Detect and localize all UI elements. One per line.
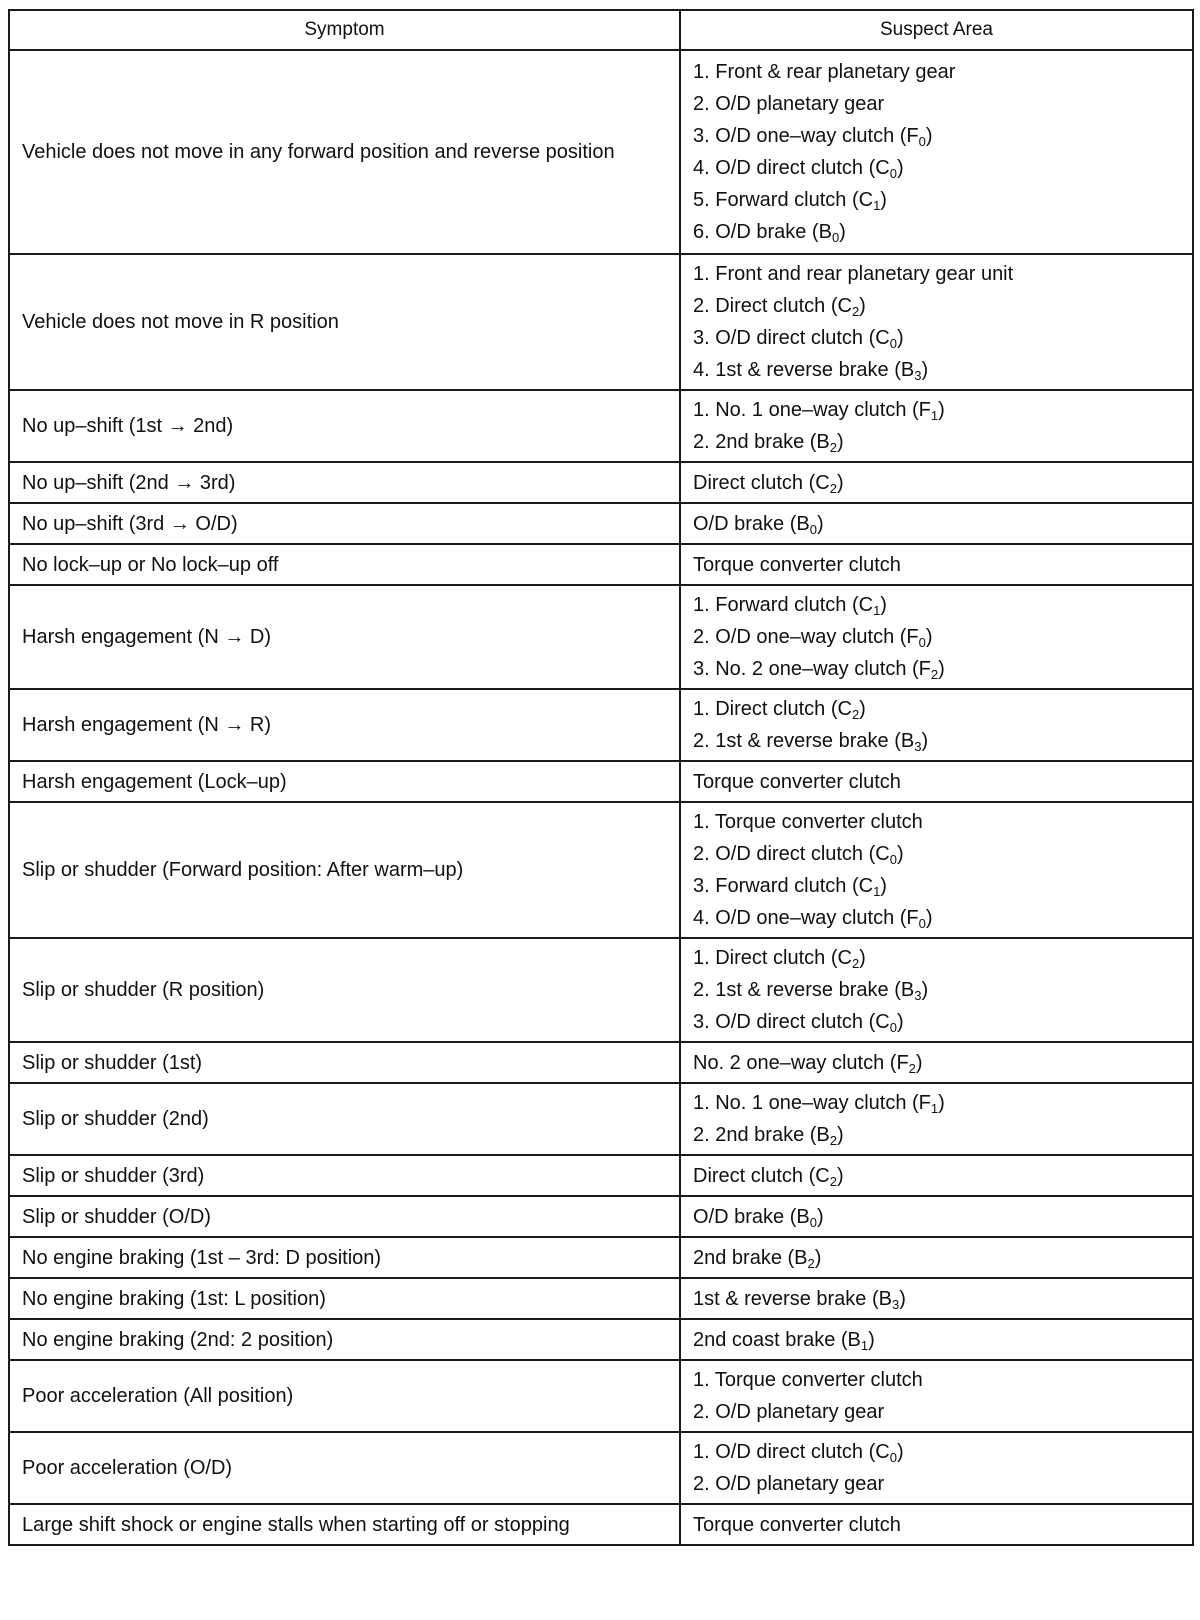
suspect-item-subscript: 0 — [918, 916, 926, 931]
table-row — [9, 802, 1193, 938]
suspect-item-suffix: ) — [925, 907, 933, 929]
suspect-item — [693, 1006, 1180, 1038]
suspect-item-subscript: 2 — [851, 707, 860, 722]
suspect-item — [693, 1396, 1180, 1428]
suspect-item-text: 2. O/D direct clutch (C — [693, 843, 890, 865]
symptom-suspect-table — [8, 9, 1194, 1546]
suspect-item — [693, 152, 1180, 184]
suspect-item-suffix: ) — [921, 359, 929, 381]
table-row — [9, 938, 1193, 1042]
suspect-item — [693, 870, 1180, 902]
suspect-item-suffix: ) — [836, 1164, 844, 1187]
suspect-area-cell — [680, 802, 1193, 938]
suspect-item-text: 1. No. 1 one–way clutch (F — [693, 399, 931, 421]
suspect-item-text: 2. 1st & reverse brake (B — [693, 979, 915, 1001]
symptom-cell: Vehicle does not move in any forward position and reverse position — [9, 50, 680, 254]
suspect-item — [693, 549, 1180, 581]
table-row — [9, 503, 1193, 544]
suspect-item-suffix: ) — [816, 1205, 824, 1228]
suspect-item — [693, 258, 1180, 290]
suspect-item-text: 1st & reverse brake (B — [693, 1287, 892, 1310]
suspect-item-text: Direct clutch (C — [693, 1164, 830, 1187]
suspect-item-suffix: ) — [836, 471, 844, 494]
suspect-area-cell — [680, 50, 1193, 254]
suspect-item — [693, 725, 1180, 757]
suspect-item-text: 3. No. 2 one–way clutch (F — [693, 658, 931, 680]
symptom-cell: Slip or shudder (2nd) — [9, 1083, 680, 1155]
suspect-item — [693, 1047, 1180, 1079]
suspect-item-text: 2. Direct clutch (C — [693, 295, 852, 317]
suspect-item-text: 1. Direct clutch (C — [693, 947, 852, 969]
suspect-item — [693, 56, 1180, 88]
suspect-item-text: 4. 1st & reverse brake (B — [693, 359, 915, 381]
symptom-cell: No up–shift (1st → 2nd) — [9, 390, 680, 462]
suspect-item-subscript: 0 — [889, 336, 897, 351]
suspect-item — [693, 1119, 1180, 1151]
suspect-item — [693, 354, 1180, 386]
suspect-item-suffix: ) — [880, 189, 887, 211]
suspect-item-suffix: ) — [816, 512, 824, 535]
suspect-item-text: 1. No. 1 one–way clutch (F — [693, 1092, 931, 1114]
suspect-item-suffix: ) — [839, 221, 846, 243]
suspect-item-text: 1. Torque converter clutch — [693, 1369, 923, 1391]
suspect-item-suffix: ) — [921, 979, 929, 1001]
suspect-item-text: 1. Torque converter clutch — [693, 811, 923, 833]
suspect-item-text: 4. O/D one–way clutch (F — [693, 907, 919, 929]
suspect-item-subscript: 1 — [860, 1337, 869, 1353]
suspect-item-subscript: 2 — [851, 956, 860, 971]
suspect-area-cell — [680, 1432, 1193, 1504]
symptom-cell: Slip or shudder (Forward position: After warm–up) — [9, 802, 680, 938]
table-row — [9, 1237, 1193, 1278]
suspect-item-suffix: ) — [896, 1011, 904, 1033]
symptom-cell: No engine braking (2nd: 2 position) — [9, 1319, 680, 1360]
suspect-item-subscript: 3 — [914, 988, 922, 1003]
suspect-item-text: 1. Direct clutch (C — [693, 698, 852, 720]
suspect-item-subscript: 2 — [930, 667, 939, 682]
suspect-item — [693, 508, 1180, 540]
suspect-item-suffix: ) — [938, 399, 945, 421]
suspect-item-text: 5. Forward clutch (C — [693, 189, 874, 211]
suspect-item — [693, 942, 1180, 974]
table-row — [9, 1360, 1193, 1432]
suspect-item-text: 3. Forward clutch (C — [693, 875, 874, 897]
symptom-cell: Slip or shudder (1st) — [9, 1042, 680, 1083]
suspect-item-suffix: ) — [836, 1124, 844, 1146]
suspect-item-text: Torque converter clutch — [693, 1513, 901, 1536]
suspect-area-cell — [680, 1155, 1193, 1196]
suspect-item-subscript: 3 — [914, 368, 922, 383]
suspect-item-text: O/D brake (B — [693, 512, 810, 535]
suspect-area-cell — [680, 689, 1193, 761]
symptom-cell: Poor acceleration (All position) — [9, 1360, 680, 1432]
table-row — [9, 1196, 1193, 1237]
table-row — [9, 1319, 1193, 1360]
symptom-cell: No lock–up or No lock–up off — [9, 544, 680, 585]
suspect-area-cell — [680, 1196, 1193, 1237]
suspect-area-cell — [680, 1360, 1193, 1432]
suspect-item-subscript: 0 — [809, 521, 817, 537]
suspect-item-subscript: 2 — [829, 480, 837, 496]
suspect-item-text: 3. O/D one–way clutch (F — [693, 125, 919, 147]
suspect-item-subscript: 1 — [873, 884, 881, 899]
suspect-area-cell — [680, 1083, 1193, 1155]
symptom-cell: Slip or shudder (3rd) — [9, 1155, 680, 1196]
header-row — [9, 10, 1193, 50]
symptom-cell: Vehicle does not move in R position — [9, 254, 680, 390]
symptom-cell: Large shift shock or engine stalls when starting off or stopping — [9, 1504, 680, 1545]
suspect-item-text: 2. O/D one–way clutch (F — [693, 626, 919, 648]
suspect-item-suffix: ) — [896, 157, 904, 179]
suspect-item-text: Torque converter clutch — [693, 553, 901, 576]
suspect-item — [693, 1509, 1180, 1541]
suspect-item — [693, 621, 1180, 653]
table-row — [9, 1083, 1193, 1155]
suspect-item-suffix: ) — [899, 1287, 906, 1310]
suspect-item-text: 3. O/D direct clutch (C — [693, 327, 890, 349]
table-row — [9, 1278, 1193, 1319]
suspect-item-subscript: 0 — [889, 1450, 897, 1465]
suspect-item-suffix: ) — [938, 1092, 945, 1114]
suspect-item-subscript: 0 — [831, 230, 840, 245]
suspect-item-text: 2. 2nd brake (B — [693, 1124, 830, 1146]
suspect-area-cell — [680, 462, 1193, 503]
suspect-item-text: 2. 2nd brake (B — [693, 431, 830, 453]
suspect-item-suffix: ) — [938, 658, 945, 680]
suspect-area-cell — [680, 1504, 1193, 1545]
suspect-item-subscript: 0 — [918, 635, 926, 650]
suspect-item-suffix: ) — [880, 875, 887, 897]
symptom-cell: Slip or shudder (R position) — [9, 938, 680, 1042]
suspect-item-text: 6. O/D brake (B — [693, 221, 832, 243]
table-row — [9, 1042, 1193, 1083]
suspect-item-suffix: ) — [921, 730, 929, 752]
suspect-item-suffix: ) — [896, 327, 904, 349]
suspect-item-suffix: ) — [925, 626, 933, 648]
suspect-item — [693, 1201, 1180, 1233]
suspect-item — [693, 902, 1180, 934]
suspect-item-subscript: 3 — [891, 1296, 900, 1312]
suspect-item-suffix: ) — [880, 594, 887, 616]
suspect-item-text: 2nd coast brake (B — [693, 1328, 861, 1351]
suspect-item-subscript: 0 — [889, 1020, 897, 1035]
suspect-area-cell — [680, 761, 1193, 802]
suspect-item-suffix: ) — [814, 1246, 822, 1269]
suspect-item-subscript: 1 — [873, 198, 881, 213]
table-row — [9, 50, 1193, 254]
suspect-item — [693, 467, 1180, 499]
suspect-item-subscript: 0 — [889, 166, 897, 181]
suspect-item — [693, 426, 1180, 458]
suspect-item-suffix: ) — [859, 295, 866, 317]
suspect-item-suffix: ) — [925, 125, 933, 147]
suspect-item-suffix: ) — [896, 1441, 904, 1463]
table-row — [9, 462, 1193, 503]
suspect-item — [693, 1242, 1180, 1274]
suspect-item — [693, 1436, 1180, 1468]
suspect-item-text: 1. Front & rear planetary gear — [693, 61, 956, 83]
suspect-item-text: Direct clutch (C — [693, 471, 830, 494]
suspect-item-text: 1. Forward clutch (C — [693, 594, 874, 616]
table-body — [9, 50, 1193, 1545]
suspect-area-cell — [680, 1278, 1193, 1319]
suspect-item-text: 3. O/D direct clutch (C — [693, 1011, 890, 1033]
suspect-item — [693, 974, 1180, 1006]
suspect-item — [693, 322, 1180, 354]
suspect-item-subscript: 1 — [930, 408, 939, 423]
symptom-cell: No engine braking (1st: L position) — [9, 1278, 680, 1319]
suspect-area-cell — [680, 390, 1193, 462]
suspect-area-cell — [680, 544, 1193, 585]
suspect-area-cell — [680, 503, 1193, 544]
suspect-item — [693, 838, 1180, 870]
suspect-item — [693, 1283, 1180, 1315]
table-row — [9, 1155, 1193, 1196]
suspect-item-text: 1. O/D direct clutch (C — [693, 1441, 890, 1463]
suspect-item — [693, 766, 1180, 798]
table-row — [9, 254, 1193, 390]
suspect-item — [693, 290, 1180, 322]
symptom-column-header: Symptom — [9, 10, 680, 50]
suspect-area-cell — [680, 585, 1193, 689]
suspect-item-subscript: 2 — [851, 304, 860, 319]
suspect-item-subscript: 1 — [930, 1101, 939, 1116]
suspect-item-text: O/D brake (B — [693, 1205, 810, 1228]
suspect-item — [693, 394, 1180, 426]
suspect-item-text: 2. 1st & reverse brake (B — [693, 730, 915, 752]
suspect-area-cell — [680, 1042, 1193, 1083]
table-row — [9, 544, 1193, 585]
suspect-item-subscript: 2 — [829, 1173, 837, 1189]
suspect-item-subscript: 2 — [807, 1255, 815, 1271]
suspect-item-text: 2. O/D planetary gear — [693, 93, 885, 115]
suspect-area-cell — [680, 1319, 1193, 1360]
suspect-item-subscript: 0 — [889, 852, 897, 867]
table-row — [9, 585, 1193, 689]
symptom-cell: Harsh engagement (N → D) — [9, 585, 680, 689]
suspect-item-suffix: ) — [915, 1051, 923, 1074]
suspect-item-text: Torque converter clutch — [693, 770, 901, 793]
suspect-item-subscript: 1 — [873, 603, 881, 618]
suspect-item-suffix: ) — [896, 843, 904, 865]
symptom-cell: No up–shift (2nd → 3rd) — [9, 462, 680, 503]
suspect-area-cell — [680, 938, 1193, 1042]
suspect-item-text: 2. O/D planetary gear — [693, 1473, 885, 1495]
suspect-item-subscript: 2 — [829, 440, 837, 455]
symptom-cell: Poor acceleration (O/D) — [9, 1432, 680, 1504]
table-row — [9, 1504, 1193, 1545]
suspect-item-suffix: ) — [868, 1328, 875, 1351]
suspect-item-subscript: 0 — [809, 1214, 817, 1230]
suspect-item — [693, 1468, 1180, 1500]
symptom-cell: No engine braking (1st – 3rd: D position) — [9, 1237, 680, 1278]
table-row — [9, 1432, 1193, 1504]
symptom-cell: Harsh engagement (Lock–up) — [9, 761, 680, 802]
table-row — [9, 761, 1193, 802]
suspect-item — [693, 184, 1180, 216]
suspect-item-suffix: ) — [859, 698, 866, 720]
symptom-cell: Harsh engagement (N → R) — [9, 689, 680, 761]
suspect-item-subscript: 3 — [914, 739, 922, 754]
suspect-item — [693, 1087, 1180, 1119]
suspect-item — [693, 120, 1180, 152]
suspect-item-text: 2. O/D planetary gear — [693, 1401, 885, 1423]
suspect-item — [693, 216, 1180, 248]
suspect-item-text: 1. Front and rear planetary gear unit — [693, 263, 1014, 285]
suspect-item — [693, 693, 1180, 725]
suspect-item — [693, 806, 1180, 838]
suspect-item — [693, 589, 1180, 621]
suspect-item-subscript: 2 — [829, 1133, 837, 1148]
suspect-item-suffix: ) — [836, 431, 844, 453]
table-row — [9, 390, 1193, 462]
suspect-item — [693, 1324, 1180, 1356]
suspect-item — [693, 1160, 1180, 1192]
suspect-item-text: No. 2 one–way clutch (F — [693, 1051, 909, 1074]
suspect-item — [693, 88, 1180, 120]
suspect-area-column-header: Suspect Area — [680, 10, 1193, 50]
symptom-cell: Slip or shudder (O/D) — [9, 1196, 680, 1237]
suspect-item-text: 4. O/D direct clutch (C — [693, 157, 890, 179]
suspect-item — [693, 1364, 1180, 1396]
suspect-item-subscript: 2 — [908, 1060, 916, 1076]
suspect-item-text: 2nd brake (B — [693, 1246, 808, 1269]
suspect-item-subscript: 0 — [918, 134, 926, 149]
suspect-item — [693, 653, 1180, 685]
suspect-item-suffix: ) — [859, 947, 866, 969]
suspect-area-cell — [680, 1237, 1193, 1278]
table-row — [9, 689, 1193, 761]
symptom-cell: No up–shift (3rd → O/D) — [9, 503, 680, 544]
suspect-area-cell — [680, 254, 1193, 390]
